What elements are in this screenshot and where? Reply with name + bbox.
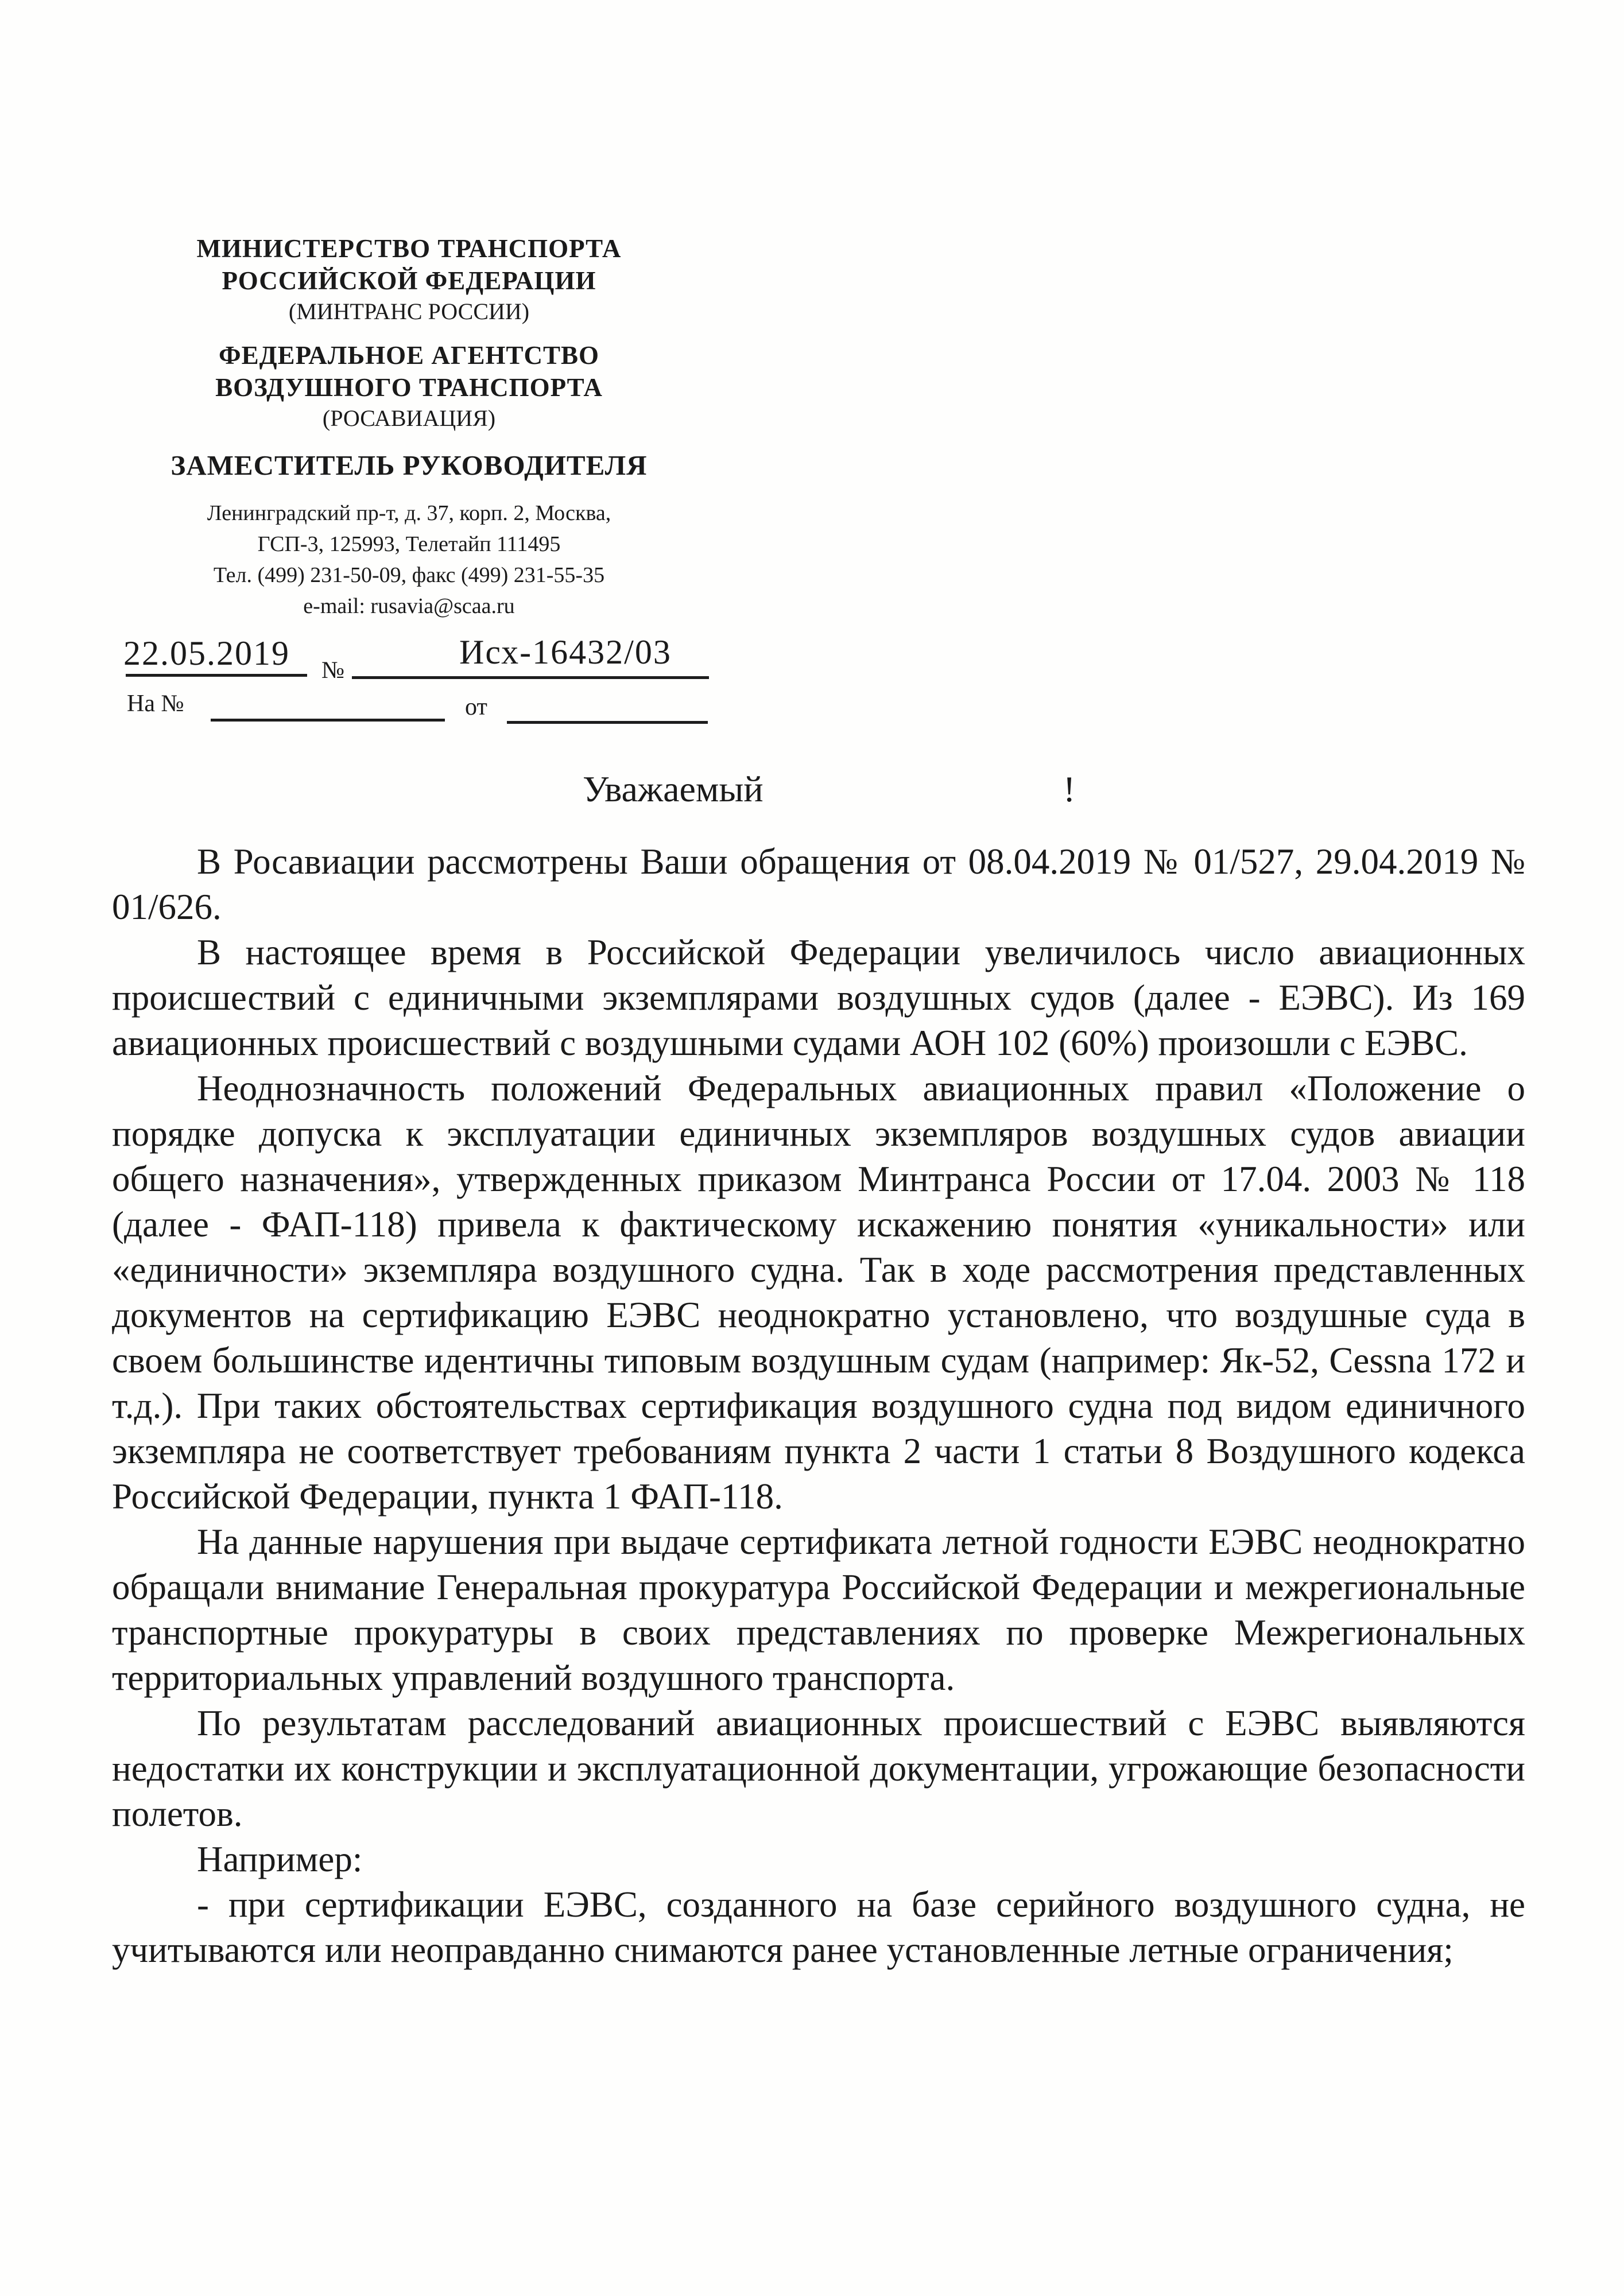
paragraph-7: - при сертификации ЕЭВС, созданного на базе серийного воздушного судна, не учитываются или неоправданно снимаются ранее установленные летные ограничения; <box>112 1884 1525 1970</box>
paragraph-1: В Росавиации рассмотрены Ваши обращения от 08.04.2019 № 01/527, 29.04.2019 № 01/626. <box>112 841 1525 927</box>
letter-date: 22.05.2019 <box>123 634 290 672</box>
letterhead <box>138 232 680 622</box>
signer-title: ЗАМЕСТИТЕЛЬ РУКОВОДИТЕЛЯ <box>170 449 648 481</box>
date-underline <box>126 674 307 677</box>
outgoing-number: Исх-16432/03 <box>459 633 672 671</box>
paragraph-4: На данные нарушения при выдаче сертификата летной годности ЕЭВС неоднократно обращали внимание Генеральная прокуратура Российской Федерации и межрегиональные транспортные прокуратуры в своих представлениях по проверке Межрегиональных территориальных управлений воздушного транспорта. <box>112 1522 1525 1698</box>
email-line: e-mail: rusavia@scaa.ru <box>303 594 515 618</box>
reply-to-underline <box>211 719 445 722</box>
phone-fax-line: Тел. (499) 231-50-09, факс (499) 231-55-35 <box>213 563 605 587</box>
salutation-greeting: Уважаемый <box>583 769 763 809</box>
number-sign-label: № <box>321 657 345 684</box>
paragraph-3: Неоднозначность положений Федеральных авиационных правил «Положение о порядке допуска к эксплуатации единичных экземпляров воздушных судов авиации общего назначения», утвержденных приказом Минтранса России от 17.04. 2003 № 118 (далее - ФАП-118) привела к фактическому искажению понятия «уникальности» или «единичности» экземпляра воздушного судна. Так в ходе рассмотрения представленных документов на сертификацию ЕЭВС неоднократно установлено, что воздушные суда в своем большинстве идентичны типовым воздушным судам (например: Як-52, Cessna 172 и т.д.). При таких обстоятельствах сертификация воздушного судна под видом единичного экземпляра не соответствует требованиям пункта 2 части 1 статьи 8 Воздушного кодекса Российской Федерации, пункта 1 ФАП-118. <box>112 1068 1525 1517</box>
agency-abbreviation: (РОСАВИАЦИЯ) <box>322 405 496 431</box>
from-underline <box>507 721 708 724</box>
reference-block <box>123 631 1524 752</box>
agency-name-line2: ВОЗДУШНОГО ТРАНСПОРТА <box>215 373 603 402</box>
address-line1: Ленинградский пр-т, д. 37, корп. 2, Москва, <box>207 501 611 525</box>
from-label: от <box>465 694 487 720</box>
address-line2: ГСП-3, 125993, Телетайп 111495 <box>257 532 561 556</box>
paragraph-5: По результатам расследований авиационных происшествий с ЕЭВС выявляются недостатки их конструкции и эксплуатационной документации, угрожающие безопасности полетов. <box>112 1703 1525 1834</box>
salutation-exclamation: ! <box>1063 769 1076 809</box>
ministry-abbreviation: (МИНТРАНС РОССИИ) <box>288 298 530 324</box>
ministry-name-line2: РОССИЙСКОЙ ФЕДЕРАЦИИ <box>222 266 596 295</box>
paragraph-6: Например: <box>197 1839 363 1879</box>
agency-name-line1: ФЕДЕРАЛЬНОЕ АГЕНТСТВО <box>218 341 600 370</box>
reply-to-label: На № <box>127 691 184 717</box>
paragraph-2: В настоящее время в Российской Федерации увеличилось число авиационных происшествий с единичными экземплярами воздушных судов (далее - ЕЭВС). Из 169 авиационных происшествий с воздушными судами АОН 102 (60%) произошли с ЕЭВС. <box>112 932 1525 1063</box>
outgoing-number-underline <box>352 676 709 679</box>
contact-block <box>138 498 680 622</box>
letter-body <box>112 839 1525 1973</box>
ministry-name-line1: МИНИСТЕРСТВО ТРАНСПОРТА <box>196 234 622 263</box>
